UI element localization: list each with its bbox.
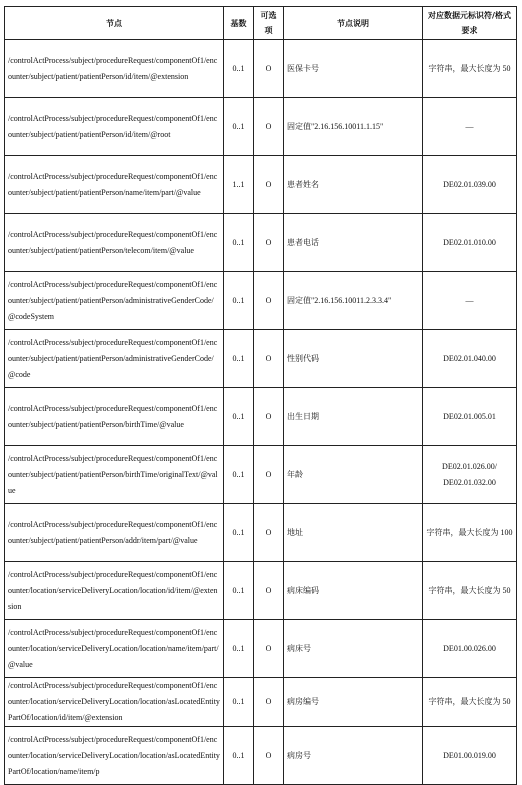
table-row — [5, 214, 517, 272]
cell-format: — — [423, 98, 517, 156]
header-desc: 节点说明 — [284, 7, 423, 40]
cell-base: 1..1 — [224, 156, 254, 214]
cell-base: 0..1 — [224, 330, 254, 388]
header-format: 对应数据元标识符/格式要求 — [423, 7, 517, 40]
cell-format: 字符串，最大长度为 50 — [423, 678, 517, 727]
cell-format: DE02.01.010.00 — [423, 214, 517, 272]
node-spec-table — [4, 6, 517, 785]
cell-desc: 固定值"2.16.156.10011.1.15" — [284, 98, 423, 156]
cell-node: /controlActProcess/subject/procedureRequest/componentOf1/encounter/location/serviceDeliveryLocation/location/name/item/part/@value — [5, 620, 224, 678]
cell-format: 字符串，最大长度为 100 — [423, 504, 517, 562]
cell-desc: 出生日期 — [284, 388, 423, 446]
cell-optional: O — [254, 620, 284, 678]
cell-optional: O — [254, 504, 284, 562]
cell-base: 0..1 — [224, 98, 254, 156]
cell-desc: 地址 — [284, 504, 423, 562]
cell-format: DE02.01.039.00 — [423, 156, 517, 214]
cell-node: /controlActProcess/subject/procedureRequest/componentOf1/encounter/location/serviceDeliveryLocation/location/asLocatedEntityPartOf/location/id/item/@extension — [5, 678, 224, 727]
cell-desc: 医保卡号 — [284, 40, 423, 98]
table-row — [5, 620, 517, 678]
cell-format: DE01.00.019.00 — [423, 727, 517, 785]
cell-desc: 年龄 — [284, 446, 423, 504]
cell-optional: O — [254, 446, 284, 504]
cell-base: 0..1 — [224, 504, 254, 562]
cell-optional: O — [254, 562, 284, 620]
table-row — [5, 98, 517, 156]
cell-node: /controlActProcess/subject/procedureRequest/componentOf1/encounter/subject/patient/patientPerson/telecom/item/@value — [5, 214, 224, 272]
cell-optional: O — [254, 678, 284, 727]
cell-format: DE02.01.026.00/ DE02.01.032.00 — [423, 446, 517, 504]
table-row — [5, 40, 517, 98]
header-node: 节点 — [5, 7, 224, 40]
header-base: 基数 — [224, 7, 254, 40]
cell-desc: 病房编号 — [284, 678, 423, 727]
cell-base: 0..1 — [224, 562, 254, 620]
cell-node: /controlActProcess/subject/procedureRequest/componentOf1/encounter/subject/patient/patientPerson/birthTime/originalText/@value — [5, 446, 224, 504]
cell-base: 0..1 — [224, 40, 254, 98]
cell-base: 0..1 — [224, 678, 254, 727]
cell-base: 0..1 — [224, 620, 254, 678]
cell-desc: 固定值"2.16.156.10011.2.3.3.4" — [284, 272, 423, 330]
cell-desc: 患者姓名 — [284, 156, 423, 214]
cell-optional: O — [254, 40, 284, 98]
cell-base: 0..1 — [224, 446, 254, 504]
cell-format: — — [423, 272, 517, 330]
cell-desc: 病房号 — [284, 727, 423, 785]
cell-desc: 病床编码 — [284, 562, 423, 620]
cell-base: 0..1 — [224, 214, 254, 272]
cell-format: DE02.01.040.00 — [423, 330, 517, 388]
cell-node: /controlActProcess/subject/procedureRequest/componentOf1/encounter/location/serviceDeliveryLocation/location/id/item/@extension — [5, 562, 224, 620]
table-row — [5, 504, 517, 562]
cell-desc: 性别代码 — [284, 330, 423, 388]
table-row — [5, 388, 517, 446]
table-header-row — [5, 7, 517, 40]
cell-optional: O — [254, 330, 284, 388]
cell-optional: O — [254, 156, 284, 214]
cell-optional: O — [254, 214, 284, 272]
cell-base: 0..1 — [224, 388, 254, 446]
cell-node: /controlActProcess/subject/procedureRequest/componentOf1/encounter/subject/patient/patientPerson/administrativeGenderCode/@code — [5, 330, 224, 388]
cell-format: 字符串，最大长度为 50 — [423, 562, 517, 620]
cell-base: 0..1 — [224, 727, 254, 785]
cell-node: /controlActProcess/subject/procedureRequest/componentOf1/encounter/location/serviceDeliveryLocation/location/asLocatedEntityPartOf/location/name/item/p — [5, 727, 224, 785]
cell-format: 字符串，最大长度为 50 — [423, 40, 517, 98]
cell-format: DE02.01.005.01 — [423, 388, 517, 446]
table-row — [5, 330, 517, 388]
table-row — [5, 156, 517, 214]
cell-optional: O — [254, 388, 284, 446]
table-row — [5, 446, 517, 504]
cell-node: /controlActProcess/subject/procedureRequest/componentOf1/encounter/subject/patient/patientPerson/name/item/part/@value — [5, 156, 224, 214]
cell-node: /controlActProcess/subject/procedureRequest/componentOf1/encounter/subject/patient/patientPerson/addr/item/part/@value — [5, 504, 224, 562]
table-row — [5, 562, 517, 620]
cell-node: /controlActProcess/subject/procedureRequest/componentOf1/encounter/subject/patient/patientPerson/birthTime/@value — [5, 388, 224, 446]
cell-base: 0..1 — [224, 272, 254, 330]
cell-node: /controlActProcess/subject/procedureRequest/componentOf1/encounter/subject/patient/patientPerson/administrativeGenderCode/@codeSystem — [5, 272, 224, 330]
cell-optional: O — [254, 272, 284, 330]
cell-desc: 病床号 — [284, 620, 423, 678]
cell-desc: 患者电话 — [284, 214, 423, 272]
cell-node: /controlActProcess/subject/procedureRequest/componentOf1/encounter/subject/patient/patientPerson/id/item/@extension — [5, 40, 224, 98]
cell-optional: O — [254, 98, 284, 156]
table-row — [5, 272, 517, 330]
table-row — [5, 727, 517, 785]
cell-node: /controlActProcess/subject/procedureRequest/componentOf1/encounter/subject/patient/patientPerson/id/item/@root — [5, 98, 224, 156]
cell-format: DE01.00.026.00 — [423, 620, 517, 678]
header-optional: 可选项 — [254, 7, 284, 40]
table-row — [5, 678, 517, 727]
cell-optional: O — [254, 727, 284, 785]
